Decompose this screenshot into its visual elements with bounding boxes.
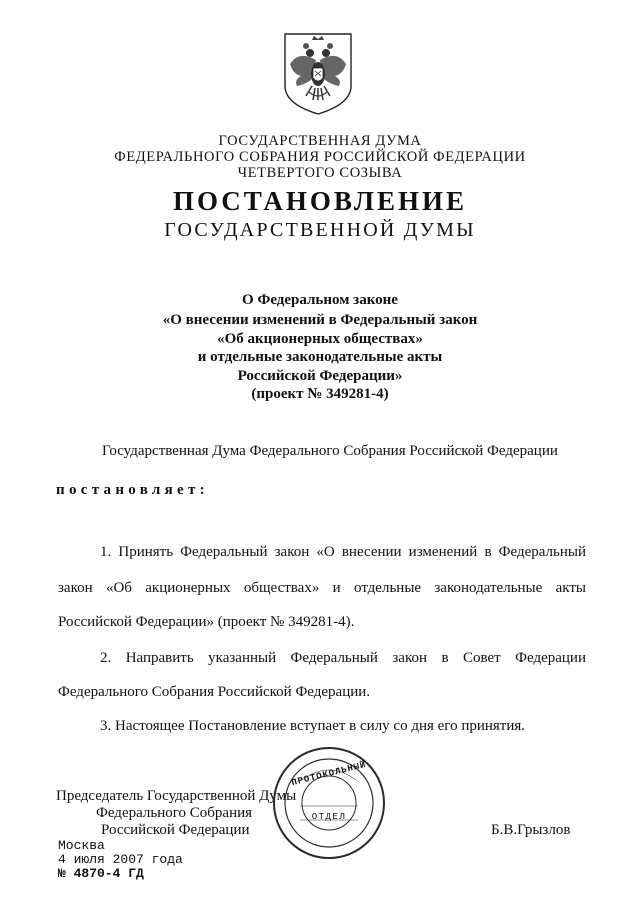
signatory-position-line-1: Председатель Государственной Думы xyxy=(56,788,297,804)
item-2-line-2: Федерального Собрания Российской Федерации. xyxy=(58,684,371,700)
header-convocation-line: ЧЕТВЕРТОГО СОЗЫВА xyxy=(237,165,403,181)
item-1-line-2: закон «Об акционерных обществах» и отдельные законодательные акты xyxy=(58,580,586,596)
stamp-center-text: ОТДЕЛ xyxy=(311,812,347,822)
item-1-line-1: 1. Принять Федеральный закон «О внесении изменений в Федеральный xyxy=(100,544,586,560)
item-3-text: 3. Настоящее Постановление вступает в силу со дня его принятия. xyxy=(100,718,526,734)
preamble-text: Государственная Дума Федерального Собрания Российской Федерации xyxy=(102,443,558,459)
item-1-line-3: Российской Федерации» (проект № 349281-4). xyxy=(58,614,355,630)
subject-line-6: (проект № 349281-4) xyxy=(251,386,389,402)
resolution-number: № 4870-4 ГД xyxy=(58,866,144,881)
item-2-line-1: 2. Направить указанный Федеральный закон в Совет Федерации xyxy=(100,650,586,666)
place-of-adoption: Москва xyxy=(58,838,105,853)
coat-of-arms-emblem xyxy=(279,30,357,116)
document-title: ПОСТАНОВЛЕНИЕ xyxy=(172,186,468,216)
adoption-date: 4 июля 2007 года xyxy=(58,852,183,867)
subject-line-2: «О внесении изменений в Федеральный закон xyxy=(162,312,478,328)
header-assembly-line: ФЕДЕРАЛЬНОГО СОБРАНИЯ РОССИЙСКОЙ ФЕДЕРАЦИИ xyxy=(114,149,526,165)
document-subtitle: ГОСУДАРСТВЕННОЙ ДУМЫ xyxy=(164,219,476,241)
stamp-arc-text: ПРОТОКОЛЬНЫЙ xyxy=(290,759,368,789)
signatory-name: Б.В.Грызлов xyxy=(491,822,571,838)
signatory-position-line-2: Федерального Собрания xyxy=(96,805,253,821)
subject-line-5: Российской Федерации» xyxy=(237,368,403,384)
resolves-text: постановляет: xyxy=(56,482,209,498)
subject-line-1: О Федеральном законе xyxy=(242,292,398,308)
signatory-position-line-3: Российской Федерации xyxy=(101,822,250,838)
protocol-department-stamp xyxy=(270,740,388,866)
header-chamber-line: ГОСУДАРСТВЕННАЯ ДУМА xyxy=(218,133,422,149)
subject-line-3: «Об акционерных обществах» xyxy=(217,331,423,347)
subject-line-4: и отдельные законодательные акты xyxy=(197,349,443,365)
